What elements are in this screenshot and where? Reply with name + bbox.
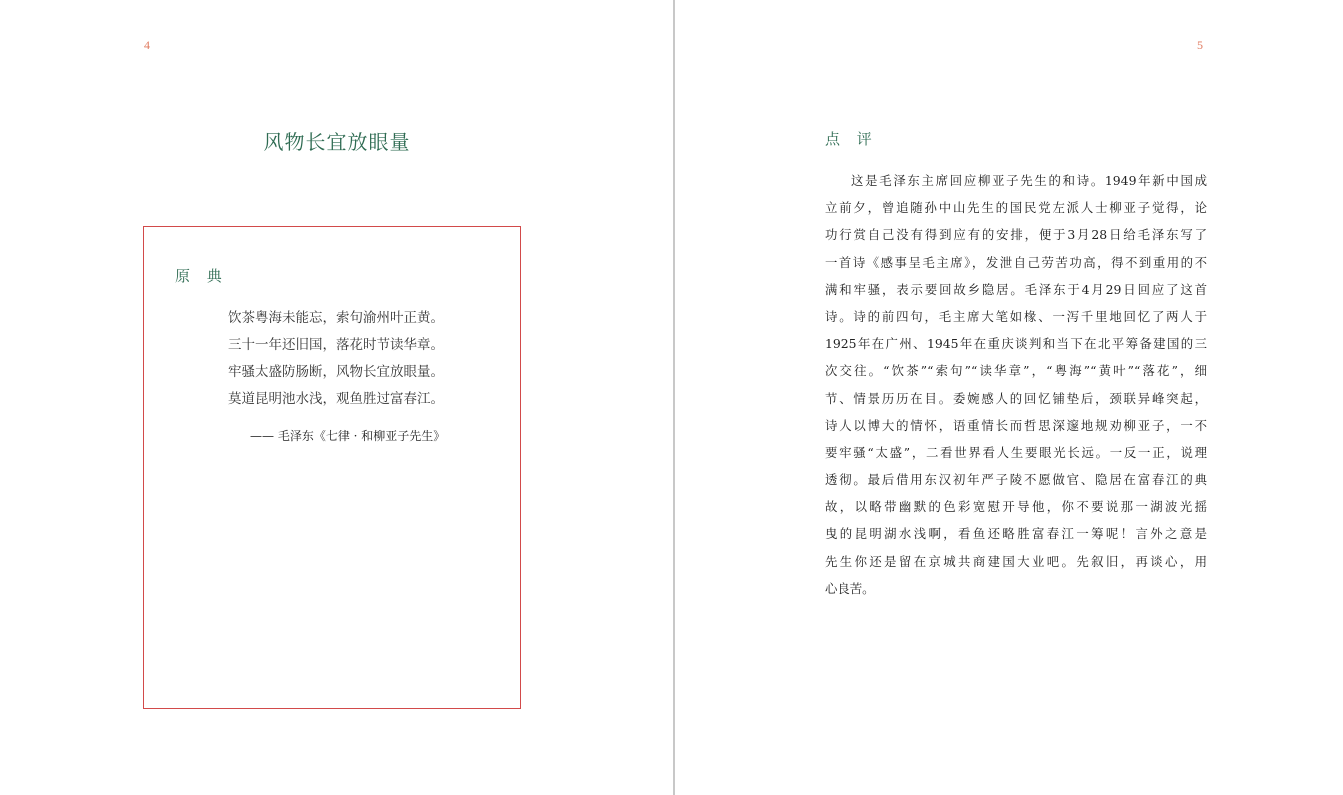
poem-attribution: —— 毛泽东《七律 · 和柳亚子先生》 xyxy=(250,429,446,443)
commentary-line: 1925年在广州、1945年在重庆谈判和当下在北平筹备建国的三 xyxy=(825,336,1207,352)
commentary-body xyxy=(825,167,1207,602)
poem-line: 牢骚太盛防肠断，风物长宜放眼量。 xyxy=(228,364,444,380)
commentary-line: 这是毛泽东主席回应柳亚子先生的和诗。1949年新中国成 xyxy=(851,173,1207,188)
commentary-line: 诗人以博大的情怀，语重情长而哲思深邃地规劝柳亚子，一不 xyxy=(825,417,1207,433)
poem xyxy=(228,305,444,413)
commentary-line: 满和牢骚，表示要回故乡隐居。毛泽东于4月29日回应了这首 xyxy=(825,281,1207,297)
chapter-title: 风物长宜放眼量 xyxy=(263,130,411,154)
right-page xyxy=(675,0,1343,795)
commentary-heading: 点 评 xyxy=(825,130,878,148)
page-number-left: 4 xyxy=(144,38,150,52)
commentary-line: 先生你还是留在京城共商建国大业吧。先叙旧，再谈心，用 xyxy=(825,553,1207,569)
commentary-line: 节、情景历历在目。委婉感人的回忆铺垫后，颈联异峰突起， xyxy=(825,390,1207,406)
commentary-line: 心良苦。 xyxy=(825,580,875,596)
commentary-line: 要牢骚“太盛”，二看世界看人生要眼光长远。一反一正，说理 xyxy=(825,444,1207,460)
commentary-line: 功行赏自己没有得到应有的安排，便于3月28日给毛泽东写了 xyxy=(825,227,1207,243)
poem-line: 莫道昆明池水浅，观鱼胜过富春江。 xyxy=(228,391,444,407)
commentary-line: 诗。诗的前四句，毛主席大笔如椽、一泻千里地回忆了两人于 xyxy=(825,308,1207,324)
commentary-line: 次交往。“饮茶”“索句”“读华章”，“粤海”“黄叶”“落花”，细 xyxy=(825,363,1207,379)
commentary-line: 故，以略带幽默的色彩宽慰开导他，你不要说那一湖波光摇 xyxy=(825,499,1207,515)
page-number-right: 5 xyxy=(1197,38,1203,52)
commentary-line: 曳的昆明湖水浅啊，看鱼还略胜富春江一筹呢！言外之意是 xyxy=(825,526,1207,542)
commentary-line: 立前夕，曾追随孙中山先生的国民党左派人士柳亚子觉得，论 xyxy=(825,200,1207,216)
poem-line: 三十一年还旧国，落花时节读华章。 xyxy=(228,337,444,353)
source-heading: 原 典 xyxy=(175,267,228,285)
source-box xyxy=(143,226,521,709)
commentary-line: 一首诗《感事呈毛主席》，发泄自己劳苦功高，得不到重用的不 xyxy=(825,254,1207,270)
commentary-line: 透彻。最后借用东汉初年严子陵不愿做官、隐居在富春江的典 xyxy=(825,472,1207,488)
poem-line: 饮茶粤海未能忘，索句渝州叶正黄。 xyxy=(228,310,444,326)
